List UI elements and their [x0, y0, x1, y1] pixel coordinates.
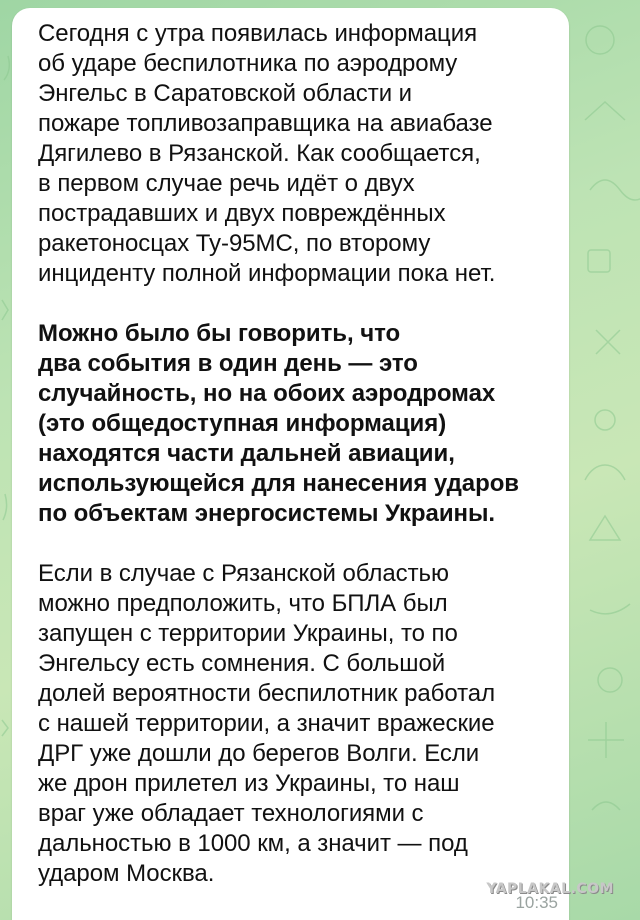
message-text — [38, 19, 553, 889]
message-paragraph-3: Если в случае с Рязанской областью можно предположить, что БПЛА был запущен с территории Украины, то по Энгельсу есть сомнения. С большой долей вероятности беспилотник работал с нашей территории, а значит вражеские ДРГ уже дошли до берегов Волги. Если же дрон прилетел из Украины, то наш враг уже обладает технологиями с дальностью в 1000 км, а значит — под ударом Москва. — [38, 560, 496, 887]
watermark-logo: YAPLAKAL.COM — [486, 881, 614, 897]
message-paragraph-2-bold: Можно было бы говорить, что два события в один день — это случайность, но на обоих аэродромах (это общедоступная информация) находятся части дальней авиации, использующейся для нанесения ударов по объектам энергосистемы Украины. — [38, 320, 520, 527]
message-paragraph-1: Сегодня с утра появилась информация об ударе беспилотника по аэродрому Энгельс в Саратовской области и пожаре топливозаправщика на авиабазе Дягилево в Рязанской. Как сообщается, в первом случае речь идёт о двух пострадавших и двух повреждённых ракетоносцах Ту-95МС, по второму инциденту полной информации пока нет. — [38, 20, 496, 287]
message-timestamp: 10:35 — [515, 893, 558, 912]
